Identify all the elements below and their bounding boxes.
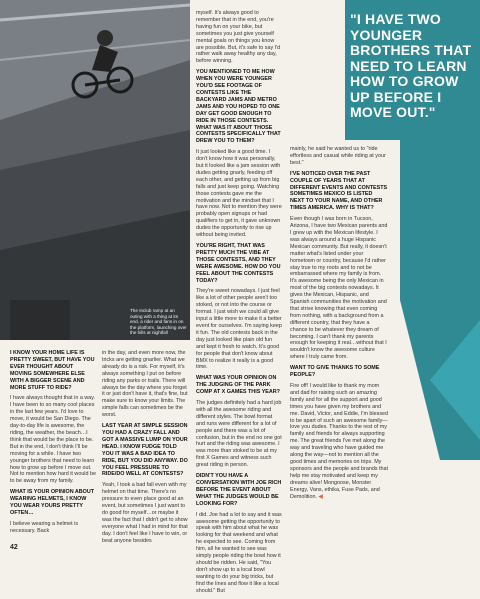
answer: Even though I was born in Tucson, Arizona, I have two Mexican parents and I grew up with the Mexican lifestyle. I was always around a huge Hispanic Mexican community. But really, it doesn't matter what's listed under your hometown or country, because I'd rather stay true to my roots and to not be embarrassed where my family is from. It's awesome being the only Mexican in most of the big contests nowadays. It gives the Mexican, Hispanic, and Spanish communities the motivation and that strive knowing that even coming from nothing, with a background from a different country, that they have a chance to be whatever they dream of becoming. I can't thank my parents enough for keeping it real…without that I wouldn't know the awesome culture where I truly came from. [290,216,388,361]
pull-quote: "I HAVE TWO YOUNGER BROTHERS THAT NEED TO LEARN HOW TO GROW UP BEFORE I MOVE OUT." [350,11,472,120]
answer: I did. Joe had a lot to say and it was awesome getting the opportunity to speak with him about what he was looking for that weekend and what he expected to see. Coming from him, all he wanted to see was simply people riding the bowl how it should be ridden. He said, "You don't show up to a local bowl wanting to do your big tricks, but find the lines and flow it like a local should." But [196,511,282,594]
end-mark-icon: ◀ [318,493,323,500]
text-column-right [290,146,388,504]
photo-caption: The Inclub ramp at an outing with a thing at its end, a rider and fans in on the platform, launching over the hills at nightfall [130,308,187,336]
text-column-mid-bottom [102,350,188,548]
answer: I believe wearing a helmet is necessary. Back [10,520,79,534]
question: I'VE NOTICED OVER THE PAST COUPLE OF YEARS THAT AT DIFFERENT EVENTS AND CONTESTS SOMETIMES MEXICO IS LISTED NEXT TO YOUR NAME, AND OTHER TIMES AMERICA. WHY IS THAT? [290,170,388,212]
bmx-scene-graphic [0,0,190,340]
answer [290,383,388,500]
text-column-left [10,350,96,539]
answer: The judges definitely had a hard job with all the awesome riding and different styles. The bowl format and runs were different for a lot of people and there was a lot of confusion, but in the end no one got hurt and the riding was awesome. I was more than stoked to be at my first X Games and witness such great riding in person. [196,400,282,469]
question: LAST YEAR AT SIMPLE SESSION YOU HAD A CRAZY FALL AND GOT A MASSIVE LUMP ON YOUR HEAD. I KNOW FUDGE TOLD YOU IT WAS A BAD IDEA TO RIDE, BUT YOU DID ANYWAY. DO YOU FEEL PRESSURE TO RIDE/DO WELL AT CONTESTS? [102,423,188,478]
question: YOU'RE RIGHT, THAT WAS PRETTY MUCH THE VIBE AT THOSE CONTESTS, AND THEY WERE AWESOME. HOW DO YOU FEEL ABOUT THE CONTESTS TODAY? [196,243,281,284]
question: WHAT WAS YOUR OPINION ON THE JUDGING OF THE PARK COMP AT X GAMES THIS YEAR? [196,375,280,396]
question: WANT TO GIVE THANKS TO SOME PEOPLE? [290,365,380,379]
answer: Yeah, I took a bad fall even with my helmet on that time. There's no pressure to even place good at an event, but sometimes I just want to do good for myself…or maybe it was the fact that I didn't get to show everyone what I had in mind for that day. I don't feel like I have to win, or beat anyone besides [102,482,188,544]
question: I KNOW YOUR HOME LIFE IS PRETTY SWEET, BUT HAVE YOU EVER THOUGHT ABOUT MOVING SOMEWHERE ELSE WITH A BIGGER SCENE AND MORE STUFF TO RIDE? [10,350,95,391]
question: DIDN'T YOU HAVE A CONVERSATION WITH JOE RICH BEFORE THE EVENT ABOUT WHAT THE JUDGES WOULD BE LOOKING FOR? [196,473,282,507]
answer: I have always thought that in a way. I have been to so many cool places in the last few years. I'd love to move, it would be San Diego. The day-to-day life is awesome, the riding, the weather, the beach…I think that would be the place to be. But in the end, I don't think I'll be moving for a while. I have two younger brothers that need to learn how to grow up before I move out. Not to mention how hard it would be to be away from my family. [10,395,97,485]
question: WHAT IS YOUR OPINION ABOUT WEARING HELMETS, I KNOW YOU WEAR YOURS PRETTY OFTEN… [10,489,95,516]
answer: in the day, and even more now, the tricks are getting gnarlier. What we already do is a risk. For myself, it's always something I put on before riding any parks or trails. There will always be the day where you forget it or just don't have it, that's fine, but make sure to know your limits. The simple falls can sometimes be the worst. [102,350,188,419]
answer-text: Fire off! I would like to thank my mom and dad for raising such an amazing family and for all the support and good times you have given my brothers and me. David, Victor, and Eddie, I'm blessed to be apart of such an awesome family—love you dudes. Thanks to the rest of my family and friends for always supporting me. The great friends I've met along the way and traveling who have guided me along the way—not to mention all the good times and memories on trips. My sponsors and the people and brands that help me stay motivated and keep my dreams alive! Mongoose, Monster Energy, Vans, ethika, Fuse Pads, and Demolition. [290,383,389,500]
answer: myself. It's always good to remember that in the end, you're having fun on your bike, but sometimes you just give yourself mental goals on things you know are possible. But, it's safe to say I'd rather walk away healthy any day, before winning. [196,10,281,65]
answer: It just looked like a good time. I don't know how it was personally, but it looked like a jam session with dudes getting gnarly, feeding off each other, and getting up from big falls and just keep going. Watching those contests gave me the motivation and the mindset that I have now. Not to mention they were probably open signups or had qualifiers to get in, it gave unknown dudes the opportunity to rise up without being invited. [196,149,282,239]
page-number: 42 [10,544,18,551]
bmx-rider-photo [0,0,190,340]
text-column-middle [196,10,282,599]
answer: mainly, he said he wanted us to "ride effortless and casual while riding at your best." [290,146,386,166]
question: YOU MENTIONED TO ME HOW WHEN YOU WERE YOUNGER YOU'D SEE FOOTAGE OF CONTESTS LIKE THE BACKYARD JAMS AND METRO JAMS AND YOU HOPED TO ONE DAY GET GOOD ENOUGH TO RIDE IN THOSE CONTESTS. WHAT WAS IT ABOUT THOSE CONTESTS SPECIFICALLY THAT DREW YOU TO THEM? [196,69,281,145]
answer: They're sweet nowadays. I just feel like a lot of other people aren't too stoked, or not into the course or format. I just wish we could all give input a little more to make it a better event for ourselves. I'm saying keep it fun. The old contests back in the day just looked like plain old fun and kept it fresh to watch. It's good for people that don't know about BMX to realize it really is a good time. [196,288,282,371]
teal-accent-shape [400,140,480,460]
